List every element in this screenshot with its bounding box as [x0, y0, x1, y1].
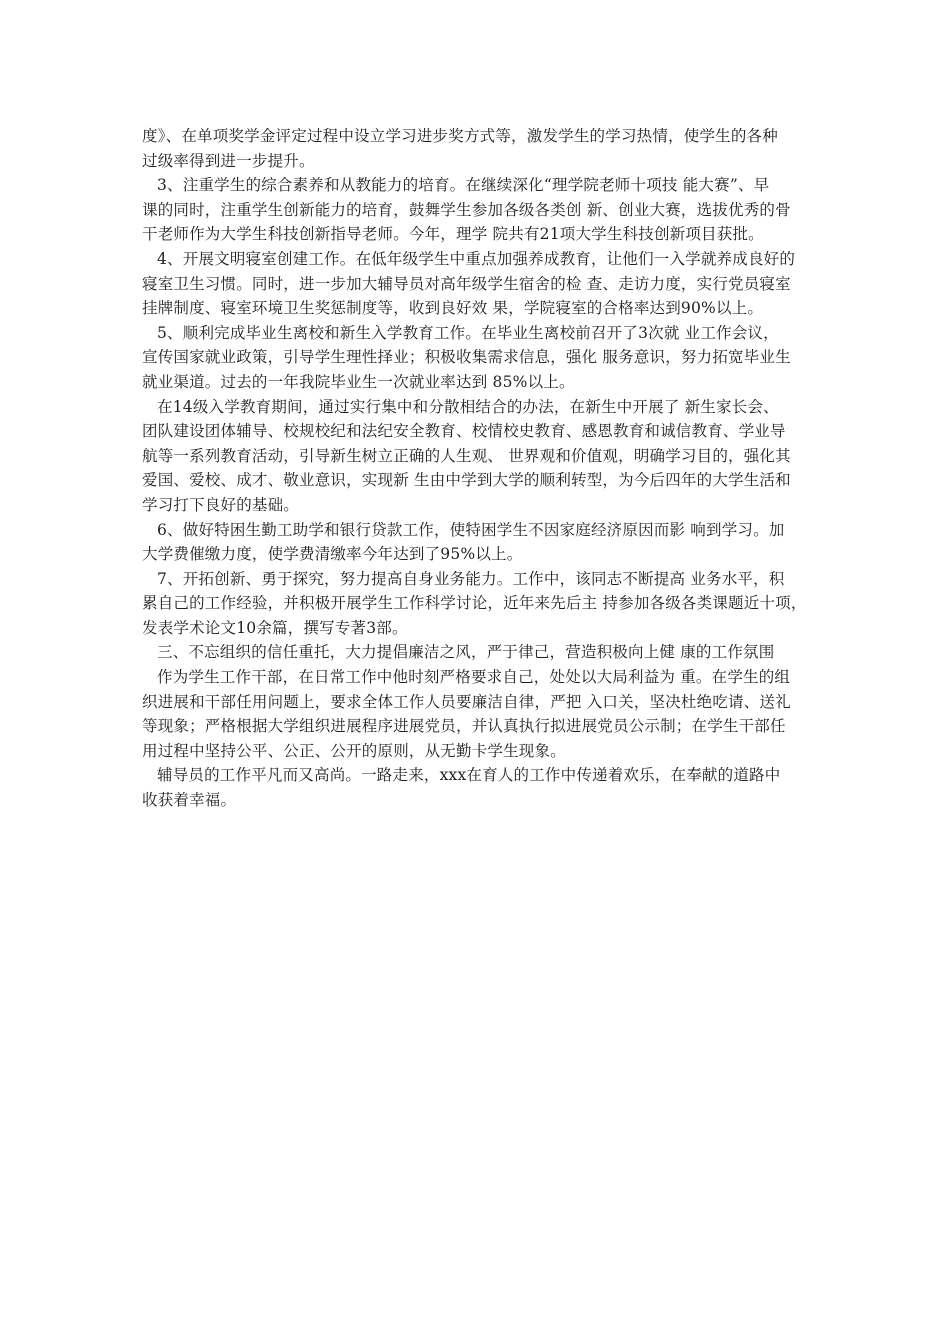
text-line: 团队建设团体辅导、校规校纪和法纪安全教育、校情校史教育、感恩教育和诚信教育、学业导	[142, 422, 786, 441]
text-line: 三、不忘组织的信任重托，大力提倡廉洁之风，严于律己，营造积极向上健 康的工作氛围	[157, 643, 775, 662]
text-line: 辅导员的工作平凡而又高尚。一路走来，xxx在育人的工作中传递着欢乐，在奉献的道路中	[157, 766, 781, 785]
text-line: 4、开展文明寝室创建工作。在低年级学生中重点加强养成教育，让他们一入学就养成良好的	[157, 249, 796, 268]
text-line: 等现象；严格根据大学组织进展程序进展党员，并认真执行拟进展党员公示制；在学生干部任	[142, 717, 786, 736]
text-line: 挂牌制度、寝室环境卫生奖惩制度等，收到良好效 果，学院寝室的合格率达到90%以上。	[142, 299, 764, 318]
text-line: 度》、在单项奖学金评定过程中设立学习进步奖方式等，激发学生的学习热情，使学生的各种	[142, 127, 778, 145]
paragraph-closing	[142, 763, 812, 812]
text-line: 爱国、爱校、成才、敬业意识，实现新 生由中学到大学的顺利转型，为今后四年的大学生活和	[142, 471, 791, 490]
text-line: 干老师作为大学生科技创新指导老师。今年，理学 院共有21项大学生科技创新项目获批。	[142, 225, 764, 244]
paragraph-item-6	[142, 518, 812, 567]
text-line: 课的同时，注重学生创新能力的培育，鼓舞学生参加各级各类创 新、创业大赛，选拔优秀的骨	[142, 200, 791, 219]
text-line: 用过程中坚持公平、公正、公开的原则，从无勤卡学生现象。	[142, 741, 566, 760]
text-line: 收获着幸福。	[142, 791, 237, 810]
paragraph-cadre	[142, 665, 812, 763]
text-line: 就业渠道。过去的一年我院毕业生一次就业率达到 85%以上。	[142, 372, 575, 391]
paragraph-continuation	[142, 124, 812, 173]
text-line: 寝室卫生习惯。同时，进一步加大辅导员对高年级学生宿舍的检 查、走访力度，实行党员寝室	[142, 274, 791, 293]
paragraph-freshman	[142, 395, 812, 518]
paragraph-item-3	[142, 173, 812, 247]
text-line: 3、注重学生的综合素养和从教能力的培育。在继续深化“理学院老师十项技 能大赛”、早	[157, 176, 770, 195]
paragraph-item-7	[142, 567, 812, 641]
text-line: 5、顺利完成毕业生离校和新生入学教育工作。在毕业生离校前召开了3次就 业工作会议，	[157, 323, 779, 342]
text-line: 航等一系列教育活动，引导新生树立正确的人生观、 世界观和价值观，明确学习目的，强化其	[142, 446, 791, 465]
text-line: 织进展和干部任用问题上，要求全体工作人员要廉洁自律，严把 入口关，坚决杜绝吃请、送礼	[142, 692, 791, 711]
text-line: 过级率得到进一步提升。	[142, 151, 315, 170]
text-line: 在14级入学教育期间，通过实行集中和分散相结合的办法，在新生中开展了 新生家长会、	[157, 397, 779, 416]
text-line: 发表学术论文10余篇，撰写专著3部。	[142, 618, 408, 637]
paragraph-section-3	[142, 640, 812, 665]
text-line: 累自己的工作经验，并积极开展学生工作科学讨论，近年来先后主 持参加各级各类课题近十项，	[142, 594, 807, 613]
paragraph-item-4	[142, 247, 812, 321]
paragraph-item-5	[142, 321, 812, 395]
text-line: 大学费催缴力度，使学费清缴率今年达到了95%以上。	[142, 545, 523, 564]
text-line: 7、开拓创新、勇于探究，努力提高自身业务能力。工作中，该同志不断提高 业务水平，积	[157, 569, 785, 588]
text-line: 6、做好特困生勤工助学和银行贷款工作，使特困学生不因家庭经济原因而影 响到学习。加	[157, 520, 785, 539]
document-body	[142, 124, 812, 813]
text-line: 作为学生工作干部，在日常工作中他时刻严格要求自己，处处以大局利益为 重。在学生的组	[157, 668, 791, 687]
text-line: 学习打下良好的基础。	[142, 495, 300, 514]
text-line: 宣传国家就业政策，引导学生理性择业；积极收集需求信息，强化 服务意识，努力拓宽毕业生	[142, 348, 791, 367]
